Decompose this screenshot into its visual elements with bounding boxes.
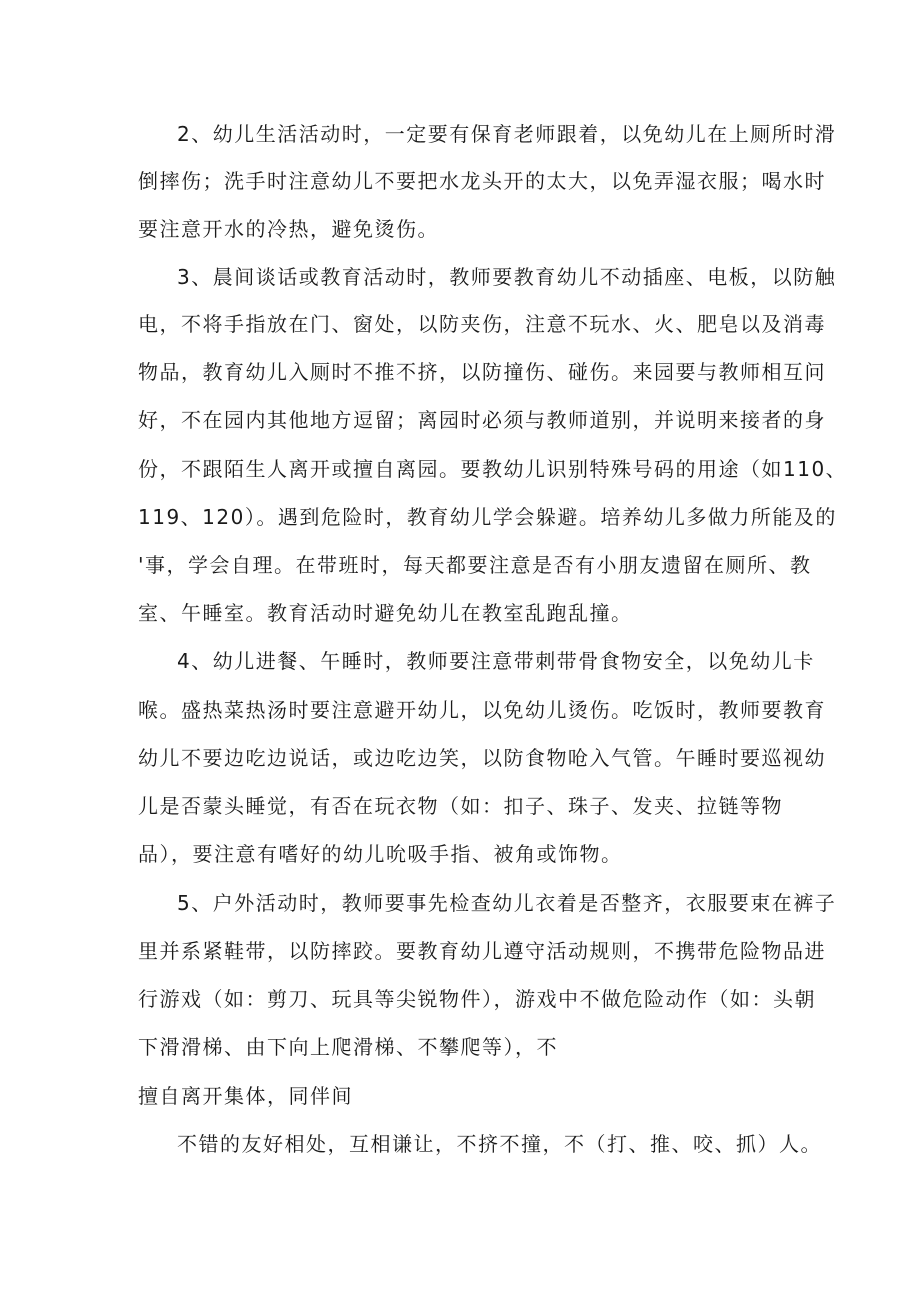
paragraph-5-line-5: 擅自离开集体，同伴间	[138, 1084, 353, 1108]
paragraph-3-line-5: 份，不跟陌生人离开或擅自离园。要教幼儿识别特殊号码的用途（如110、	[138, 457, 848, 481]
paragraph-2-line-2: 倒摔伤；洗手时注意幼儿不要把水龙头开的太大，以免弄湿衣服；喝水时	[138, 169, 826, 193]
paragraph-3-line-4: 好，不在园内其他地方逗留；离园时必须与教师道别，并说明来接者的身	[138, 408, 826, 432]
paragraph-2-line-3: 要注意开水的冷热，避免烫伤。	[138, 217, 439, 241]
paragraph-5-line-2: 里并系紧鞋带，以防摔跤。要教育幼儿遵守活动规则，不携带危险物品进	[138, 939, 826, 963]
paragraph-4-line-3: 幼儿不要边吃边说话，或边吃边笑，以防食物呛入气管。午睡时要巡视幼	[138, 746, 826, 770]
paragraph-3-line-7: '事，学会自理。在带班时，每天都要注意是否有小朋友遗留在厕所、教	[138, 553, 812, 577]
paragraph-4-line-4: 儿是否蒙头睡觉，有否在玩衣物（如：扣子、珠子、发夹、拉链等物	[138, 794, 783, 818]
paragraph-4-line-2: 喉。盛热菜热汤时要注意避开幼儿，以免幼儿烫伤。吃饭时，教师要教育	[138, 698, 826, 722]
paragraph-3-line-1: 3、晨间谈话或教育活动时，教师要教育幼儿不动插座、电板，以防触	[177, 265, 837, 289]
paragraph-3-line-8: 室、午睡室。教育活动时避免幼儿在教室乱跑乱撞。	[138, 601, 633, 625]
paragraph-2-line-1: 2、幼儿生活活动时，一定要有保育老师跟着，以免幼儿在上厕所时滑	[177, 122, 837, 146]
paragraph-5-line-4: 下滑滑梯、由下向上爬滑梯、不攀爬等），不	[138, 1035, 558, 1059]
paragraph-5-line-1: 5、户外活动时，教师要事先检查幼儿衣着是否整齐，衣服要束在裤子	[177, 891, 837, 915]
paragraph-4-line-5: 品），要注意有嗜好的幼儿吮吸手指、被角或饰物。	[138, 842, 623, 866]
paragraph-4-line-1: 4、幼儿进餐、午睡时，教师要注意带刺带骨食物安全，以免幼儿卡	[177, 649, 815, 673]
paragraph-3-line-3: 物品，教育幼儿入厕时不推不挤，以防撞伤、碰伤。来园要与教师相互问	[138, 360, 826, 384]
paragraph-3-line-2: 电，不将手指放在门、窗处，以防夹伤，注意不玩水、火、肥皂以及消毒	[138, 312, 826, 336]
paragraph-3-line-6: 119、120）。遇到危险时，教育幼儿学会躲避。培养幼儿多做力所能及的	[138, 505, 837, 529]
paragraph-5-line-6: 不错的友好相处，互相谦让，不挤不撞，不（打、推、咬、抓）人。	[177, 1132, 822, 1156]
paragraph-5-line-3: 行游戏（如：剪刀、玩具等尖锐物件），游戏中不做危险动作（如：头朝	[138, 987, 816, 1011]
